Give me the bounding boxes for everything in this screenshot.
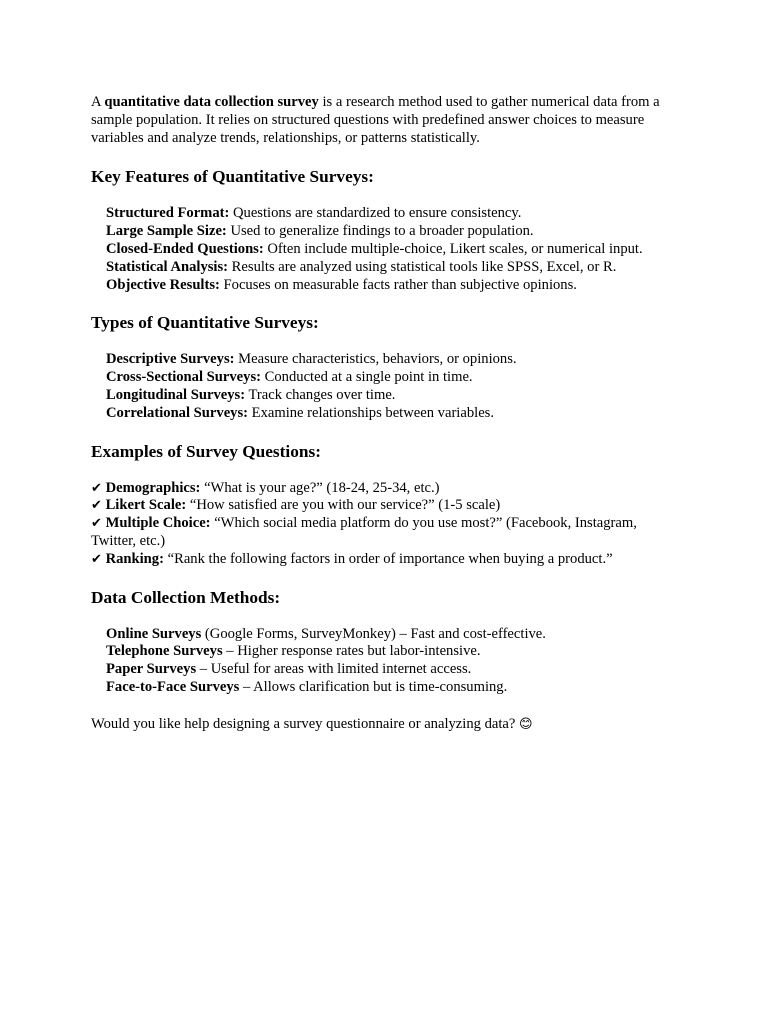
list-item bbox=[106, 241, 681, 259]
key-features-heading: Key Features of Quantitative Surveys: bbox=[91, 167, 374, 187]
list-item bbox=[106, 223, 681, 241]
methods-heading: Data Collection Methods: bbox=[91, 587, 281, 607]
closing-text: Would you like help designing a survey questionnaire or analyzing data? bbox=[91, 715, 520, 732]
key-features-list bbox=[91, 205, 681, 294]
item-label: Face-to-Face Surveys bbox=[106, 678, 240, 695]
list-item bbox=[106, 626, 681, 644]
item-text: Questions are standardized to ensure consistency. bbox=[229, 205, 522, 222]
item-label: Demographics: bbox=[105, 479, 201, 496]
item-text: – Higher response rates but labor-intensive. bbox=[222, 643, 481, 660]
item-text: – Useful for areas with limited internet access. bbox=[196, 661, 472, 678]
item-label: Structured Format: bbox=[106, 205, 230, 222]
item-label: Closed-Ended Questions: bbox=[106, 240, 264, 257]
checkmark-icon: ✔ bbox=[91, 498, 102, 514]
item-label: Correlational Surveys: bbox=[106, 404, 249, 421]
item-label: Ranking: bbox=[105, 550, 164, 567]
item-label: Objective Results: bbox=[106, 276, 220, 293]
item-text: Results are analyzed using statistical tools like SPSS, Excel, or R. bbox=[228, 258, 617, 275]
list-item bbox=[106, 387, 681, 405]
item-text: (Google Forms, SurveyMonkey) – Fast and cost-effective. bbox=[201, 625, 546, 642]
item-label: Paper Surveys bbox=[106, 661, 197, 678]
intro-article: A bbox=[91, 94, 105, 110]
item-text: Examine relationships between variables. bbox=[248, 404, 495, 421]
item-text: – Allows clarification but is time-consuming. bbox=[239, 678, 508, 695]
item-label: Multiple Choice: bbox=[105, 515, 211, 532]
list-item bbox=[106, 369, 681, 387]
item-label: Descriptive Surveys: bbox=[106, 351, 235, 368]
item-label: Statistical Analysis: bbox=[106, 258, 229, 275]
smile-emoji-icon: 😊 bbox=[519, 716, 533, 732]
item-label: Cross-Sectional Surveys: bbox=[106, 369, 261, 386]
intro-term: quantitative data collection survey bbox=[104, 94, 319, 110]
list-item bbox=[106, 351, 681, 369]
list-item bbox=[91, 497, 681, 515]
item-label: Telephone Surveys bbox=[106, 643, 223, 660]
item-text: Measure characteristics, behaviors, or opinions. bbox=[234, 351, 517, 368]
closing-paragraph bbox=[91, 716, 681, 734]
checkmark-icon: ✔ bbox=[91, 551, 102, 567]
list-item bbox=[106, 277, 681, 295]
list-item bbox=[91, 551, 681, 569]
checkmark-icon: ✔ bbox=[91, 516, 102, 532]
list-item bbox=[91, 515, 681, 551]
intro-paragraph bbox=[91, 94, 681, 147]
item-text: Conducted at a single point in time. bbox=[261, 369, 473, 386]
list-item bbox=[106, 405, 681, 423]
list-item bbox=[106, 205, 681, 223]
item-text: Used to generalize findings to a broader population. bbox=[226, 223, 534, 240]
item-label: Large Sample Size: bbox=[106, 223, 227, 240]
types-heading: Types of Quantitative Surveys: bbox=[91, 313, 319, 333]
item-text: “Rank the following factors in order of importance when buying a product.” bbox=[163, 550, 613, 567]
examples-list bbox=[91, 480, 681, 569]
list-item bbox=[106, 643, 681, 661]
item-text: “What is your age?” (18-24, 25-34, etc.) bbox=[200, 479, 440, 496]
item-label: Online Surveys bbox=[106, 625, 202, 642]
list-item bbox=[106, 661, 681, 679]
item-text: “How satisfied are you with our service?” (1-5 scale) bbox=[186, 497, 501, 514]
intro-rest: is a research method used to gather numerical data from a sample population. It relies on structured questions with predefined answer choices to measure variables and analyze trends, relationships, or patterns statistically. bbox=[91, 94, 660, 146]
list-item bbox=[91, 480, 681, 498]
item-text: Track changes over time. bbox=[245, 386, 396, 403]
item-text: Often include multiple-choice, Likert scales, or numerical input. bbox=[263, 240, 643, 257]
checkmark-icon: ✔ bbox=[91, 480, 102, 496]
item-label: Likert Scale: bbox=[105, 497, 187, 514]
types-list bbox=[91, 351, 681, 422]
methods-list bbox=[91, 626, 681, 697]
item-text: Focuses on measurable facts rather than subjective opinions. bbox=[219, 276, 577, 293]
item-label: Longitudinal Surveys: bbox=[106, 386, 246, 403]
item-text: “Which social media platform do you use most?” (Facebook, Instagram, Twitter, etc.) bbox=[91, 515, 637, 549]
list-item bbox=[106, 259, 681, 277]
document-page bbox=[91, 94, 681, 734]
list-item bbox=[106, 679, 681, 697]
examples-heading: Examples of Survey Questions: bbox=[91, 441, 321, 461]
